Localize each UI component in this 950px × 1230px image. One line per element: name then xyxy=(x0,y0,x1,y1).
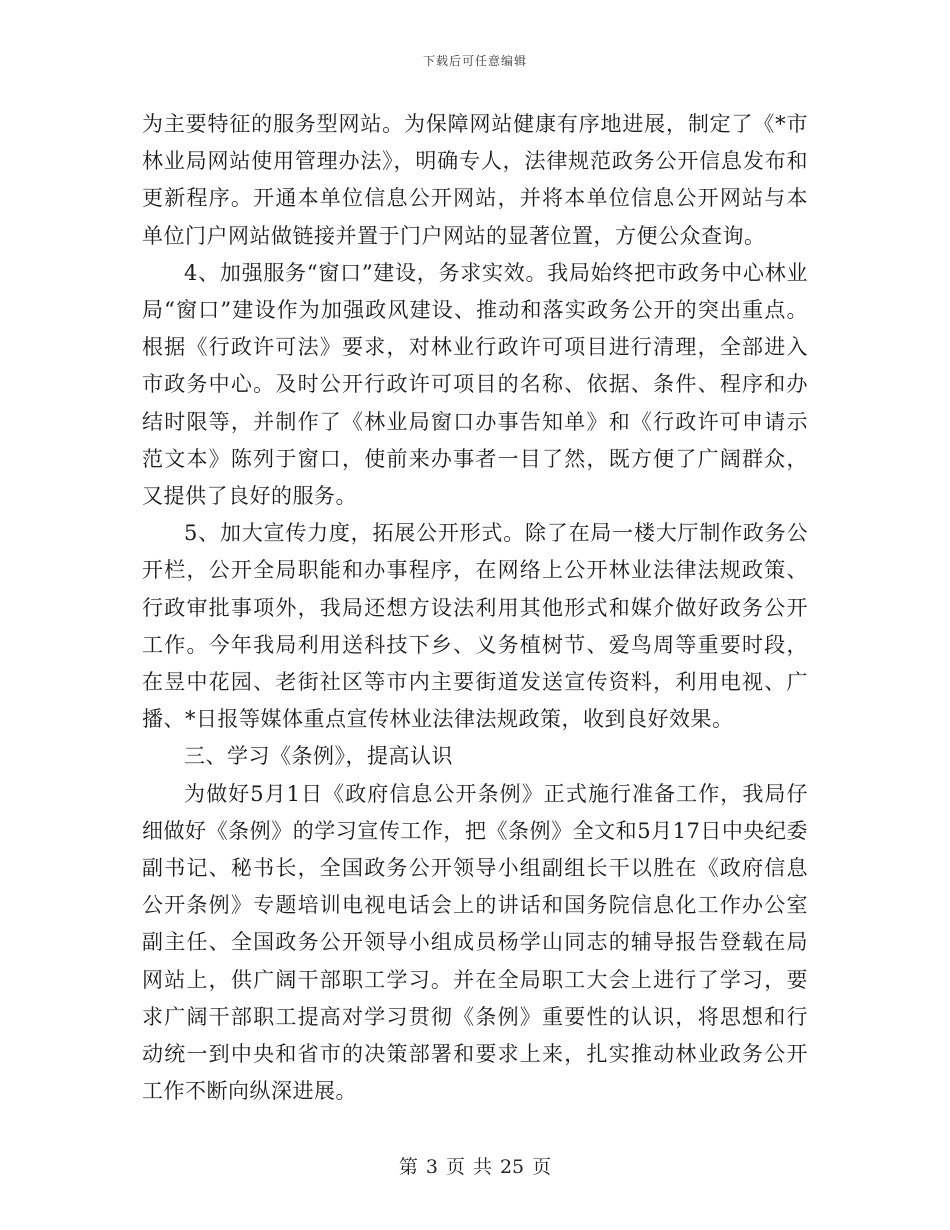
footer-prefix: 第 xyxy=(398,1156,418,1178)
footer-total-pages: 25 xyxy=(499,1156,525,1178)
document-body xyxy=(142,106,808,1110)
footer-total-word: 共 xyxy=(472,1156,492,1178)
footer-current-page: 3 xyxy=(425,1156,438,1178)
footer-suffix: 页 xyxy=(532,1156,552,1178)
paragraph-continuation: 为主要特征的服务型网站。为保障网站健康有序地进展，制定了《*市林业局网站使用管理办法》，明确专人，法律规范政务公开信息发布和更新程序。开通本单位信息公开网站，并将本单位信息公开网站与本单位门户网站做链接并置于门户网站的显著位置，方便公众查询。 xyxy=(142,112,808,248)
paragraph-publicity: 5、加大宣传力度，拓展公开形式。除了在局一楼大厅制作政务公开栏，公开全局职能和办事程序，在网络上公开林业法律法规政策、行政审批事项外，我局还想方设法利用其他形式和媒介做好政务公开工作。今年我局利用送科技下乡、义务植树节、爱鸟周等重要时段，在昱中花园、老街社区等市内主要街道发送宣传资料，利用电视、广播、*日报等媒体重点宣传林业法律法规政策，收到良好效果。 xyxy=(142,521,808,732)
footer-page-word: 页 xyxy=(445,1156,465,1178)
section-heading: 三、学习《条例》，提高认识 xyxy=(184,744,453,769)
page-footer xyxy=(0,1152,950,1179)
paragraph-service-window: 4、加强服务“窗口”建设，务求实效。我局始终把市政务中心林业局“窗口”建设作为加强政风建设、推动和落实政务公开的突出重点。根据《行政许可法》要求，对林业行政许可项目进行清理，全部进入市政务中心。及时公开行政许可项目的名称、依据、条件、程序和办结时限等，并制作了《林业局窗口办事告知单》和《行政许可申请示范文本》陈列于窗口，使前来办事者一目了然，既方便了广阔群众，又提供了良好的服务。 xyxy=(142,260,808,509)
paragraph-regulation-study: 为做好5月1日《政府信息公开条例》正式施行准备工作，我局仔细做好《条例》的学习宣传工作，把《条例》全文和5月17日中央纪委副书记、秘书长，全国政务公开领导小组副组长干以胜在《政府信息公开条例》专题培训电视电话会上的讲话和国务院信息化工作办公室副主任、全国政务公开领导小组成员杨学山同志的辅导报告登载在局网站上，供广阔干部职工学习。并在全局职工大会上进行了学习，要求广阔干部职工提高对学习贯彻《条例》重要性的认识，将思想和行动统一到中央和省市的决策部署和要求上来，扎实推动林业政务公开工作不断向纵深进展。 xyxy=(142,781,808,1104)
page-header: 下载后可任意编辑 xyxy=(422,54,527,68)
